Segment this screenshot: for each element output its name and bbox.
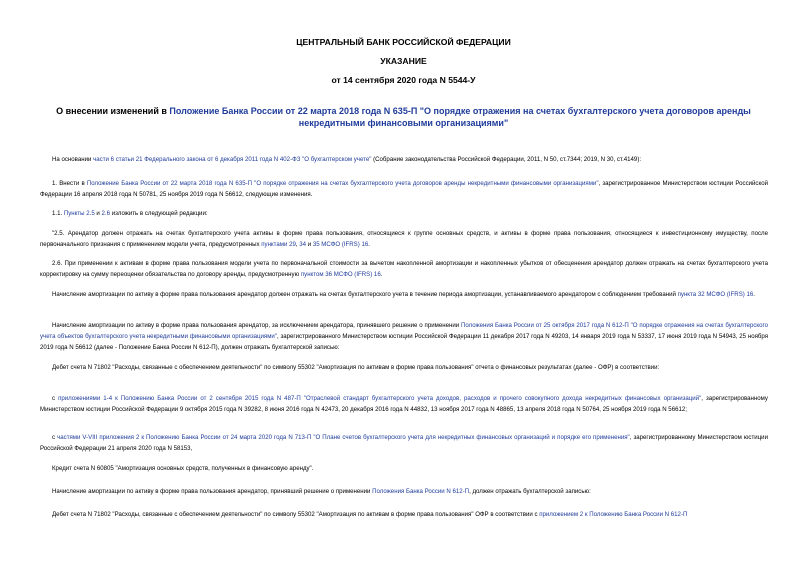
paragraph-annex-487	[40, 393, 768, 415]
regulation-635-link[interactable]: Положение Банка России от 22 марта 2018 года N 635-П "О порядке отражения на счетах бухгалтерского учета договоров аренды некредитными финансовыми организациями"	[86, 180, 599, 187]
text-run: Кредит счета N 60805 "Амортизация основных средств, полученных в финансовую аренду".	[52, 465, 314, 472]
text-run: изложить в следующей редакции:	[110, 210, 208, 217]
text-run: Начисление амортизации по активу в форме права пользования арендатор должен отражать на счетах бухгалтерского учета в течение периода амортизации, устанавливаемого арендатором с соблюдением требований	[52, 291, 678, 298]
document-subject	[40, 105, 767, 129]
subject-prefix: О внесении изменений в	[56, 106, 170, 116]
subject-link[interactable]: Положение Банка России от 22 марта 2018 года N 635-П "О порядке отражения на счетах бухгалтерского учета договоров аренды некредитными финансовыми организациями"	[169, 106, 751, 128]
paragraph-clause-2-5	[40, 228, 768, 250]
annex-2-612-link[interactable]: приложением 2 к Положению Банка России N 612-П	[539, 511, 688, 518]
text-run: Начисление амортизации по активу в форме права пользования арендатор, принявший решение о применении	[52, 488, 373, 495]
document-type-heading: УКАЗАНИЕ	[380, 56, 427, 66]
document-date-number: от 14 сентября 2020 года N 5544-У	[331, 75, 476, 85]
text-run: и	[306, 241, 313, 248]
text-run: с	[52, 434, 58, 441]
text-run: На основании	[52, 156, 94, 163]
text-run: 2.6. При применении к активам в форме права пользования модели учета по первоначальной стоимости за вычетом накопленной амортизации и накопленных убытков от обесценения арендатор должен отражать на счетах бухгалтерского учета корректировку на сумму переоценки обязательства по договору аренды, предусмотренную	[40, 260, 768, 278]
text-run: Начисление амортизации по активу в форме права пользования арендатор, за исключением арендатора, принявшего решение о применении	[52, 322, 461, 329]
text-run: Дебет счета N 71802 "Расходы, связанные с обеспечением деятельности" по символу 55302 "Амортизация по активам в форме права пользования" отчета о финансовых результатах (далее - ОФР) в соответствии:	[52, 364, 660, 371]
text-run: 1.1.	[52, 210, 64, 217]
text-run: .	[753, 291, 755, 298]
paragraph-item-1-1	[40, 208, 768, 219]
text-run: (Собрание законодательства Российской Федерации, 2011, N 50, ст.7344; 2019, N 30, ст.4149):	[371, 156, 642, 163]
clause-2-6-link[interactable]: 2.6	[101, 210, 111, 217]
text-run: ,	[295, 241, 300, 248]
ifrs-32-link[interactable]: пункта 32 МСФО (IFRS) 16	[677, 291, 754, 298]
text-run: с	[52, 395, 59, 402]
ifrs-35-link[interactable]: 35 МСФО (IFRS) 16	[312, 241, 369, 248]
paragraph-debit-612	[40, 509, 768, 520]
text-run: .	[368, 241, 370, 248]
regulation-487-link[interactable]: приложениями 1-4 к Положению Банка России от 2 сентября 2015 года N 487-П "Отраслевой стандарт бухгалтерского учета доходов, расходов и прочего совокупного дохода некредитных финансовых организаций"	[58, 395, 702, 402]
ifrs-29-link[interactable]: пунктами 29	[261, 241, 296, 248]
text-run: 1. Внести в	[52, 180, 87, 187]
text-run: , зарегистрированного Министерством юстиции Российской Федерации 11 декабря 2017 года N 49203, 14 января 2019 года N 53337, 17 июня 2019 года N 54943, 25 ноября 2019 года N 56612 (далее - Положение Банка России N 612-П), должен отражать бухгалтерской записью:	[40, 333, 769, 351]
paragraph-clause-2-6	[40, 258, 768, 280]
paragraph-amortization-period	[40, 289, 768, 300]
ifrs-34-link[interactable]: 34	[299, 241, 307, 248]
ifrs-36-link[interactable]: пунктом 36 МСФО (IFRS) 16	[300, 271, 381, 278]
law-link[interactable]: части 6 статьи 21 Федерального закона от 6 декабря 2011 года N 402-ФЗ "О бухгалтерском учете"	[93, 156, 372, 163]
paragraph-item-1	[40, 178, 768, 200]
text-run: и	[94, 210, 102, 217]
text-run: "2.5. Арендатор должен отражать на счетах бухгалтерского учета активы в форме права пользования, относящиеся к группе основных средств, и активы в форме права пользования, относящиеся к инвестиционному имуществу, после первоначального признания с применением модели учета, предусмотренных	[40, 230, 768, 248]
text-run: Дебет счета N 71802 "Расходы, связанные с обеспечением деятельности" по символу 55302 "Амортизация по активам в форме права пользования" ОФР в соответствии с	[52, 511, 540, 518]
paragraph-amortization-612	[40, 486, 768, 497]
text-run: , зарегистрированному Министерством юстиции Российской Федерации 21 апреля 2020 года N 58153,	[40, 434, 768, 452]
regulation-713-link[interactable]: частями V-VIII приложения 2 к Положению Банка России от 24 марта 2020 года N 713-П "О Плане счетов бухгалтерского учета для некредитных финансовых организаций и порядке его применения"	[57, 434, 630, 441]
regulation-612-link[interactable]: Положения Банка России от 25 октября 2017 года N 612-П "О порядке отражения на счетах бухгалтерского учета объектов бухгалтерского учета некредитными финансовыми организациями"	[40, 322, 768, 340]
regulation-612-short-link[interactable]: Положения Банка России N 612-П	[372, 488, 470, 495]
text-run: , зарегистрированному Министерством юстиции Российской Федерации 9 октября 2015 года N 39282, 8 июня 2016 года N 42473, 20 декабря 2016 года N 44832, 13 ноября 2017 года N 48865, 13 апреля 2018 года N 50764, 25 ноября 2019 года N 56612;	[40, 395, 768, 413]
paragraph-amortization-record	[40, 320, 768, 353]
paragraph-credit-60805	[40, 463, 768, 474]
text-run: .	[380, 271, 383, 278]
paragraph-annex-713	[40, 432, 768, 454]
clause-2-5-link[interactable]: Пункты 2.5	[63, 210, 95, 217]
text-run: , зарегистрированное Министерством юстиции Российской Федерации 16 апреля 2018 года N 50781, 25 ноября 2019 года N 56612, следующие изменения.	[40, 180, 769, 198]
paragraph-debit-71802	[40, 362, 768, 373]
text-run: , должен отражать бухгалтерской записью:	[469, 488, 591, 495]
paragraph-basis	[40, 154, 768, 165]
issuer-heading: ЦЕНТРАЛЬНЫЙ БАНК РОССИЙСКОЙ ФЕДЕРАЦИИ	[296, 37, 511, 47]
